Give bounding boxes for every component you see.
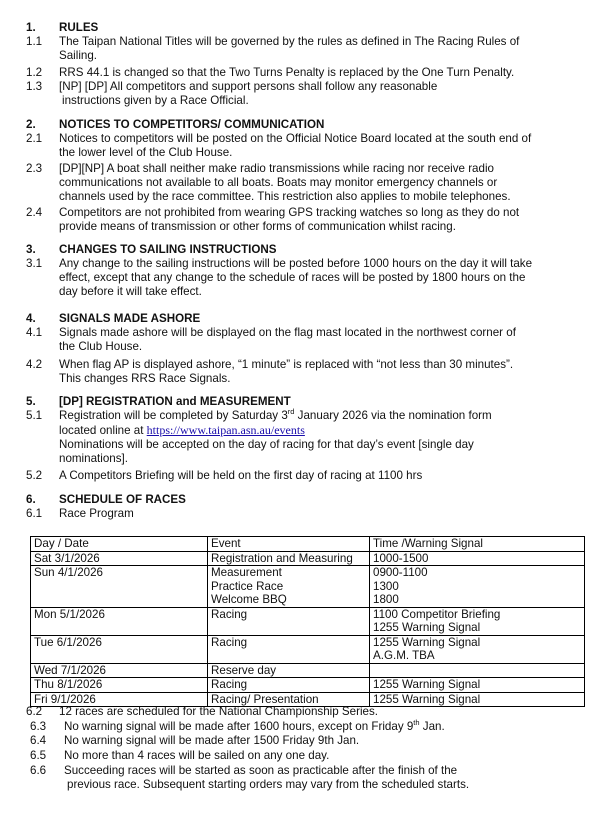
clause-line: RRS 44.1 is changed so that the Two Turns Penalty is replaced by the One Turn Penalty. xyxy=(59,66,515,79)
section-heading xyxy=(26,395,586,409)
clause-number: 4.1 xyxy=(26,326,43,339)
clause-number: 3.1 xyxy=(26,257,43,270)
section-title: SCHEDULE OF RACES xyxy=(59,493,186,506)
section-registration xyxy=(26,395,586,483)
clause-1-2 xyxy=(26,66,586,80)
table-row xyxy=(31,551,585,566)
clause-number: 6.2 xyxy=(26,705,43,718)
clause-3-1 xyxy=(26,257,586,299)
event-cell xyxy=(208,663,370,678)
clause-2-1 xyxy=(26,132,586,160)
table-header-row xyxy=(31,537,585,552)
event-cell xyxy=(208,566,370,608)
section-heading xyxy=(26,312,586,326)
section-number: 4. xyxy=(26,312,36,325)
event-cell xyxy=(208,635,370,663)
table-row xyxy=(31,663,585,678)
header-time: Time /Warning Signal xyxy=(370,537,585,552)
date-cell: Thu 8/1/2026 xyxy=(31,678,208,693)
section-notices xyxy=(26,118,586,234)
clause-line: Race Program xyxy=(59,507,134,520)
clause-line: No warning signal will be made after 1500 Friday 9th Jan. xyxy=(64,734,360,747)
time-line: 1255 Warning Signal xyxy=(373,692,481,706)
time-line: 1800 xyxy=(373,593,399,606)
events-link[interactable]: https://www.taipan.asn.au/events xyxy=(146,423,305,437)
clause-1-3 xyxy=(26,80,586,108)
date-cell: Mon 5/1/2026 xyxy=(31,607,208,635)
event-line: Practice Race xyxy=(211,579,284,593)
section-number: 2. xyxy=(26,118,36,131)
time-line: 1255 Warning Signal xyxy=(373,678,481,691)
clause-6-3 xyxy=(26,720,586,734)
section-heading xyxy=(26,21,586,35)
time-line: 1255 Warning Signal xyxy=(373,635,481,649)
section-schedule xyxy=(26,493,586,521)
table-row xyxy=(31,678,585,693)
time-line: 0900-1100 xyxy=(373,566,428,579)
event-line: Registration and Measuring xyxy=(211,551,353,565)
time-cell xyxy=(370,607,585,635)
section-rules xyxy=(26,21,586,108)
clause-number: 1.1 xyxy=(26,35,43,48)
link-prefix: located online at xyxy=(59,424,147,437)
section-changes xyxy=(26,243,586,299)
race-program-table xyxy=(30,536,585,707)
event-cell xyxy=(208,551,370,566)
clause-line: provide means of transmission or other forms of communication whilst racing. xyxy=(59,220,456,233)
event-cell xyxy=(208,607,370,635)
clause-number: 1.2 xyxy=(26,66,43,79)
registration-text: Registration will be completed by Saturday 3 xyxy=(59,409,288,422)
clause-5-1 xyxy=(26,409,586,466)
header-day-date: Day / Date xyxy=(31,537,208,552)
clause-line: Notices to competitors will be posted on the Official Notice Board located at the south end of xyxy=(59,132,532,145)
section-title: SIGNALS MADE ASHORE xyxy=(59,312,201,325)
table-row xyxy=(31,607,585,635)
ordinal-suffix: rd xyxy=(287,407,295,417)
time-line: 1100 Competitor Briefing xyxy=(373,607,501,621)
date-cell: Fri 9/1/2026 xyxy=(31,692,208,707)
section-title: RULES xyxy=(59,21,99,34)
section-heading xyxy=(26,243,586,257)
section-number: 5. xyxy=(26,395,36,408)
clause-6-2 xyxy=(26,705,586,719)
clause-line: day before it will take effect. xyxy=(59,285,202,298)
clause-line xyxy=(64,720,586,734)
event-line: Welcome BBQ xyxy=(211,593,287,606)
table-row xyxy=(31,635,585,663)
clause-2-3 xyxy=(26,162,586,204)
clause-number: 5.1 xyxy=(26,409,43,422)
clause-line: No more than 4 races will be sailed on any one day. xyxy=(64,749,330,762)
clause-number: 6.1 xyxy=(26,507,43,520)
clause-line: Signals made ashore will be displayed on the flag mast located in the northwest corner of xyxy=(59,326,516,339)
clause-number: 4.2 xyxy=(26,358,43,371)
clause-line: Competitors are not prohibited from wearing GPS tracking watches so long as they do not xyxy=(59,206,520,219)
clause-number: 2.1 xyxy=(26,132,43,145)
section-heading xyxy=(26,118,586,132)
section-title: [DP] REGISTRATION and MEASUREMENT xyxy=(59,395,291,408)
note-text: No warning signal will be made after 1600 hours, except on Friday 9 xyxy=(64,720,414,733)
clause-line xyxy=(59,409,586,423)
date-cell: Sun 4/1/2026 xyxy=(31,566,208,608)
clause-line: nominations]. xyxy=(59,452,128,465)
clause-4-1 xyxy=(26,326,586,354)
time-line: 1300 xyxy=(373,579,399,593)
clause-5-2 xyxy=(26,469,586,483)
ordinal-suffix: th xyxy=(413,718,420,728)
event-line: Racing xyxy=(211,607,248,621)
time-line: A.G.M. TBA xyxy=(373,649,435,662)
section-heading xyxy=(26,493,586,507)
clause-line xyxy=(59,423,586,438)
header-event: Event xyxy=(208,537,370,552)
clause-line: [NP] [DP] All competitors and support persons shall follow any reasonable xyxy=(59,80,438,93)
clause-line: A Competitors Briefing will be held on the first day of racing at 1100 hrs xyxy=(59,469,423,482)
clause-line: the lower level of the Club House. xyxy=(59,146,233,159)
clause-number: 6.4 xyxy=(30,734,47,747)
clause-line: Succeeding races will be started as soon as practicable after the finish of the xyxy=(64,764,458,777)
clause-line: channels used by the race committee. This restriction also applies to mobile telephones. xyxy=(59,190,511,203)
time-line: 1255 Warning Signal xyxy=(373,621,481,634)
section-signals xyxy=(26,312,586,386)
time-cell xyxy=(370,551,585,566)
clause-line: This changes RRS Race Signals. xyxy=(59,372,231,385)
note-text-end: Jan. xyxy=(419,720,445,733)
time-cell xyxy=(370,635,585,663)
clause-line: instructions given by a Race Official. xyxy=(62,94,249,107)
section-title: CHANGES TO SAILING INSTRUCTIONS xyxy=(59,243,277,256)
clause-number: 6.3 xyxy=(30,720,47,733)
event-cell xyxy=(208,678,370,693)
clause-line: communications not available to all boats. Boats may monitor emergency channels or xyxy=(59,176,498,189)
time-line: 1000-1500 xyxy=(373,551,429,565)
clause-number: 2.3 xyxy=(26,162,43,175)
section-number: 1. xyxy=(26,21,36,34)
clause-number: 1.3 xyxy=(26,80,43,93)
clause-6-5 xyxy=(26,749,586,763)
time-cell xyxy=(370,566,585,608)
clause-line: Any change to the sailing instructions will be posted before 1000 hours on the day it will take xyxy=(59,257,533,270)
clause-line: The Taipan National Titles will be governed by the rules as defined in The Racing Rules of xyxy=(59,35,520,48)
clause-line: effect, except that any change to the schedule of races will be posted by 1800 hours on the xyxy=(59,271,526,284)
clause-6-1 xyxy=(26,507,586,521)
event-line: Racing/ Presentation xyxy=(211,692,319,706)
clause-6-6 xyxy=(26,764,586,792)
clause-number: 6.6 xyxy=(30,764,47,777)
time-cell xyxy=(370,678,585,693)
clause-line: [DP][NP] A boat shall neither make radio transmissions while racing nor receive radio xyxy=(59,162,494,175)
event-line: Racing xyxy=(211,678,248,691)
date-cell: Wed 7/1/2026 xyxy=(31,663,208,678)
date-cell: Sat 3/1/2026 xyxy=(31,551,208,566)
clause-4-2 xyxy=(26,358,586,386)
clause-number: 2.4 xyxy=(26,206,43,219)
clause-number: 6.5 xyxy=(30,749,47,762)
section-number: 3. xyxy=(26,243,36,256)
section-number: 6. xyxy=(26,493,36,506)
clause-line: Nominations will be accepted on the day of racing for that day’s event [single day xyxy=(59,438,474,451)
schedule-notes xyxy=(26,705,586,792)
table-row xyxy=(31,566,585,608)
clause-line: 12 races are scheduled for the National Championship Series. xyxy=(59,705,379,718)
event-line: Measurement xyxy=(211,566,282,579)
clause-line: Sailing. xyxy=(59,49,98,62)
clause-number: 5.2 xyxy=(26,469,43,482)
clause-line: When flag AP is displayed ashore, “1 minute” is replaced with “not less than 30 minutes”. xyxy=(59,358,514,371)
registration-text-end: January 2026 via the nomination form xyxy=(294,409,492,422)
clause-1-1 xyxy=(26,35,586,63)
clause-2-4 xyxy=(26,206,586,234)
date-cell: Tue 6/1/2026 xyxy=(31,635,208,663)
event-line: Reserve day xyxy=(211,663,277,677)
clause-line: previous race. Subsequent starting orders may vary from the scheduled starts. xyxy=(67,778,470,791)
clause-6-4 xyxy=(26,734,586,748)
section-title: NOTICES TO COMPETITORS/ COMMUNICATION xyxy=(59,118,325,131)
time-cell xyxy=(370,663,585,678)
event-line: Racing xyxy=(211,635,248,649)
clause-line: the Club House. xyxy=(59,340,143,353)
